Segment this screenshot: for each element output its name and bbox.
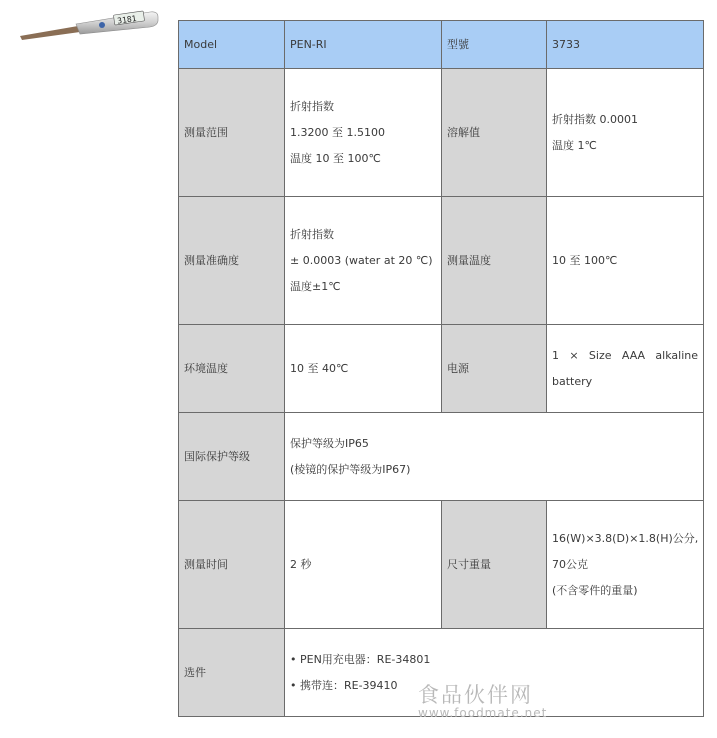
- power-label: 电源: [442, 325, 547, 413]
- accuracy-line: 温度±1℃: [290, 279, 341, 293]
- resolution-label: 溶解值: [442, 69, 547, 197]
- range-row: [179, 69, 704, 197]
- range-label: 测量范围: [179, 69, 285, 197]
- power-line: battery: [552, 374, 593, 388]
- size-weight-value: [547, 501, 704, 629]
- accuracy-label: 测量准确度: [179, 197, 285, 325]
- measure-time-label: 测量时间: [179, 501, 285, 629]
- watermark-url: www.foodmate.net: [418, 706, 548, 720]
- protection-line: 保护等级为IP65: [290, 436, 369, 450]
- model-value: PEN-RI: [285, 21, 442, 69]
- watermark-text: 食品伙伴网: [418, 683, 533, 707]
- env-temp-label: 环境温度: [179, 325, 285, 413]
- env-temp-value: 10 至 40℃: [285, 325, 442, 413]
- header-row: [179, 21, 704, 69]
- power-line: 1 × Size AAA alkaline: [552, 348, 698, 362]
- type-label: 型號: [442, 21, 547, 69]
- model-label: Model: [179, 21, 285, 69]
- refractometer-pen-image: [18, 6, 160, 42]
- protection-row: [179, 413, 704, 501]
- measure-time-value: 2 秒: [285, 501, 442, 629]
- time-row: [179, 501, 704, 629]
- resolution-line: 温度 1℃: [552, 138, 597, 152]
- measure-temp-value: 10 至 100℃: [547, 197, 704, 325]
- protection-value: [285, 413, 704, 501]
- option-item: • 携带连：RE-39410: [290, 679, 698, 693]
- resolution-value: [547, 69, 704, 197]
- accuracy-row: [179, 197, 704, 325]
- range-line: 1.3200 至 1.5100: [290, 125, 385, 139]
- pen-display-reading: 3181: [116, 14, 138, 26]
- protection-label: 国际保护等级: [179, 413, 285, 501]
- options-label: 选件: [179, 629, 285, 717]
- accuracy-line: 折射指数: [290, 227, 334, 241]
- size-line: (不含零件的重量): [552, 583, 638, 597]
- measure-temp-label: 测量温度: [442, 197, 547, 325]
- watermark: [418, 684, 578, 720]
- protection-line: (棱镜的保护等级为IP67): [290, 462, 411, 476]
- size-weight-label: 尺寸重量: [442, 501, 547, 629]
- power-value: [547, 325, 704, 413]
- range-value: [285, 69, 442, 197]
- accuracy-line: ± 0.0003 (water at 20 ℃): [290, 253, 433, 267]
- size-line: 70公克: [552, 557, 588, 571]
- option-item: • PEN用充电器：RE-34801: [290, 653, 698, 667]
- spec-table: [178, 20, 704, 717]
- environment-row: [179, 325, 704, 413]
- resolution-line: 折射指数 0.0001: [552, 112, 638, 126]
- accuracy-value: [285, 197, 442, 325]
- size-line: 16(W)×3.8(D)×1.8(H)公分,: [552, 531, 699, 545]
- type-value: 3733: [547, 21, 704, 69]
- range-line: 折射指数: [290, 99, 334, 113]
- range-line: 温度 10 至 100℃: [290, 151, 381, 165]
